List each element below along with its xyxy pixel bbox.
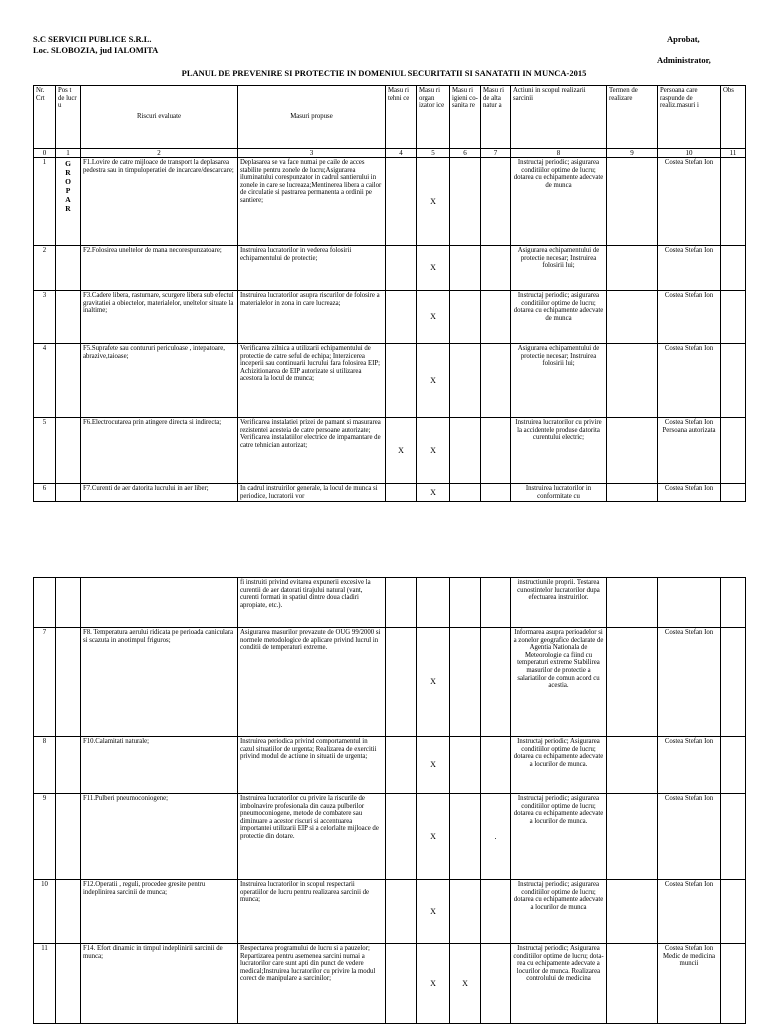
hyg-measure-mark [450,484,481,502]
hyg-measure-mark [450,794,481,880]
tech-measure-mark [386,794,417,880]
action-cell: Instructaj periodic; Asigurarea conditiilor optime de lucru; dota-rea cu echipamente adecvate a locurilor de munca. Realizarea controlului de medicina [511,944,607,1024]
obs-cell [721,794,746,880]
measure-cell: Asigurarea masurilor prevazute de OUG 99/2000 si normele metodologice de aplicare privind lucrul in conditii de temperaturi extreme. [238,628,386,737]
measure-cell: Instruirea lucratorilor in scopul respectarii operatiilor de lucru pentru realizarea sarcinii de munca; [238,880,386,944]
row-number [34,578,56,628]
post-cell [56,628,81,737]
other-measure-mark [481,944,511,1024]
company-name: S.C SERVICII PUBLICE S.R.L. [33,34,152,44]
measure-cell: Instruirea lucratorilor cu privire la riscurile de imbolnavire profesionala din cauza pulberilor pneumoconiogene, metode de combatere sau diminuare a acestor riscuri si accentuarea importantei utilizarii EIP si a celorlalte mijloace de protectie din dotare. [238,794,386,880]
post-cell [56,246,81,291]
hyg-measure-mark [450,628,481,737]
action-cell: Asigurarea echipamentului de protectie necesar; Instruirea folosirii lui; [511,246,607,291]
action-cell: Instruirea lucratorilor in conformitate cu [511,484,607,502]
risk-cell: F3.Cadere libera, rasturnare, scurgere libera sub efectul gravitatiei a obiectelor, materialelor, uneltelor situate la inaltime; [81,291,238,344]
col-header-nr: Nr. Crt [34,86,56,149]
risk-cell: F11.Pulberi pneumoconiogene; [81,794,238,880]
obs-cell [721,944,746,1024]
risk-cell: F5.Suprafete sau contururi periculoase , intepatoare, abrazive,taioase; [81,344,238,418]
measure-cell: Instruirea periodica privind comportamentul in cazul situatiilor de urgenta; Realizarea de exercitii privind modul de actiune in situatii de urgenta; [238,737,386,794]
measure-cell: In cadrul instruirilor generale, la locul de munca si periodice, lucratorii vor [238,484,386,502]
post-cell [56,944,81,1024]
plan-table-page-2 [33,577,746,1024]
table-row [34,794,746,880]
col-number: 10 [658,149,721,158]
term-cell [607,484,658,502]
post-cell [56,484,81,502]
table-row [34,418,746,484]
post-cell [56,737,81,794]
measure-cell: Instruirea lucratorilor in vederea folosirii echipamentului de protectie; [238,246,386,291]
person-cell: Costea Stefan Ion [658,628,721,737]
col-number: 7 [481,149,511,158]
measure-cell: Deplasarea se va face numai pe caile de acces stabilite pentru zonele de lucru;Asigurarea iluminatului corespunzator in cadrul santierului in zonele in care se lucreaza;Mentinerea libera a cailor de circulatie si pastrarea permanenta a ordinii pe santiere; [238,158,386,246]
col-header-person: Persoana care raspunde de realiz.masuri i [658,86,721,149]
org-measure-mark: X [417,246,450,291]
table-row [34,291,746,344]
other-measure-mark: . [481,794,511,880]
person-cell: Costea Stefan Ion Medic de medicina muncii [658,944,721,1024]
row-number: 6 [34,484,56,502]
obs-cell [721,737,746,794]
person-cell: Costea Stefan Ion [658,484,721,502]
term-cell [607,737,658,794]
tech-measure-mark [386,344,417,418]
obs-cell [721,291,746,344]
plan-table-page-1 [33,85,746,502]
org-measure-mark: X [417,880,450,944]
term-cell [607,344,658,418]
term-cell [607,944,658,1024]
person-cell: Costea Stefan Ion [658,344,721,418]
hyg-measure-mark [450,158,481,246]
term-cell [607,246,658,291]
other-measure-mark [481,246,511,291]
hyg-measure-mark [450,737,481,794]
other-measure-mark [481,484,511,502]
action-cell: Informarea asupra perioadelor si a zonelor geografice declarate de Agentia Nationala de Meteorologie ca fiind cu temperaturi extreme Stabilirea masurilor de protectie a salariatilor de comun acord cu acestia. [511,628,607,737]
table-row [34,737,746,794]
org-measure-mark: X [417,794,450,880]
col-header-measures: Masuri propuse [238,86,386,149]
risk-cell: F12.Operatii , reguli, procedee gresite pentru indeplinirea sarcinii de munca; [81,880,238,944]
org-measure-mark: X [417,628,450,737]
measure-cell: Instruirea lucratorilor asupra riscurilor de folosire a materialelor in zona in care lucreaza; [238,291,386,344]
row-number: 2 [34,246,56,291]
term-cell [607,628,658,737]
other-measure-mark [481,291,511,344]
risk-cell [81,578,238,628]
approved-label: Aprobat, [667,34,700,44]
hyg-measure-mark [450,246,481,291]
tech-measure-mark [386,628,417,737]
col-number: 5 [417,149,450,158]
person-cell: Costea Stefan Ion [658,291,721,344]
measure-cell: Verificarea zilnica a utilizarii echipamentului de protectie de catre seful de echipa; Interzicerea inceperii sau continuarii lucrului fara folosirea EIP; Achizitionarea de EIP autorizate si utilizarea acestora la locul de munca; [238,344,386,418]
obs-cell [721,628,746,737]
table-row [34,944,746,1024]
action-cell: Instructaj periodic; Asigurarea conditiilor optime de lucru; dotarea cu echipamente adecvate a locurilor de munca. [511,737,607,794]
col-number: 2 [81,149,238,158]
term-cell [607,291,658,344]
term-cell [607,578,658,628]
obs-cell [721,158,746,246]
org-measure-mark: X [417,944,450,1024]
person-cell: Costea Stefan Ion [658,737,721,794]
col-header-tech: Masu ri tehni ce [386,86,417,149]
obs-cell [721,484,746,502]
org-measure-mark: X [417,418,450,484]
org-measure-mark: X [417,291,450,344]
obs-cell [721,418,746,484]
action-cell: Instructaj periodic; asigurarea conditiilor optime de lucru; dotarea cu echipamente adecvate de munca [511,291,607,344]
row-number: 9 [34,794,56,880]
tech-measure-mark [386,246,417,291]
tech-measure-mark [386,291,417,344]
risk-cell: F6.Electrocutarea prin atingere directa si indirecta; [81,418,238,484]
post-cell: G R O P A R [56,158,81,246]
table-row [34,344,746,418]
other-measure-mark [481,418,511,484]
company-locality: Loc. SLOBOZIA, jud IALOMITA [33,45,159,55]
obs-cell [721,344,746,418]
table-row [34,578,746,628]
person-cell [658,578,721,628]
administrator-label: Administrator, [657,55,711,65]
other-measure-mark [481,578,511,628]
row-number: 3 [34,291,56,344]
col-number: 1 [56,149,81,158]
col-number: 6 [450,149,481,158]
col-number: 3 [238,149,386,158]
col-number: 0 [34,149,56,158]
org-measure-mark [417,578,450,628]
row-number: 11 [34,944,56,1024]
col-number: 4 [386,149,417,158]
other-measure-mark [481,344,511,418]
col-header-post: Pos t de lucr u [56,86,81,149]
risk-cell: F8. Temperatura aerului ridicata pe perioada caniculara si scazuta in anotimpul friguros; [81,628,238,737]
obs-cell [721,246,746,291]
col-header-other: Masu ri de alta natur a [481,86,511,149]
measure-cell: Verificarea instalatiei prizei de pamant si masurarea rezistentei acesteia de catre persoane autorizate; Verificarea instalatiilor electrice de impamantare de catre tehnician autorizat; [238,418,386,484]
table-row [34,246,746,291]
row-number: 7 [34,628,56,737]
row-number: 10 [34,880,56,944]
org-measure-mark: X [417,344,450,418]
col-number: 8 [511,149,607,158]
action-cell: Instructaj periodic; asigurarea conditiilor optime de lucru; dotarea cu echipamente adecvate a locurilor de munca. [511,794,607,880]
action-cell: Instructaj periodic; asigurarea conditiilor optime de lucru; dotarea cu echipamente adecvate de munca [511,158,607,246]
other-measure-mark [481,737,511,794]
tech-measure-mark [386,158,417,246]
action-cell: Asigurarea echipamentului de protectie necesar; Instruirea folosirii lui; [511,344,607,418]
post-cell [56,578,81,628]
other-measure-mark [481,158,511,246]
col-header-term: Termen de realizare [607,86,658,149]
tech-measure-mark [386,944,417,1024]
other-measure-mark [481,628,511,737]
post-cell [56,291,81,344]
term-cell [607,794,658,880]
risk-cell: F14. Efort dinamic in timpul indeplinirii sarcinii de munca; [81,944,238,1024]
action-cell: Instruirea lucratorilor cu privire la accidentele produse datorita curentului electric; [511,418,607,484]
table-row [34,158,746,246]
post-cell [56,880,81,944]
col-header-actions: Actiuni in scopul realizarii sarcinii [511,86,607,149]
other-measure-mark [481,880,511,944]
col-header-risks: Riscuri evaluate [81,86,238,149]
col-header-hyg: Masu ri igieni co-sanita re [450,86,481,149]
table-row [34,628,746,737]
row-number: 1 [34,158,56,246]
tech-measure-mark [386,484,417,502]
col-header-obs: Obs [721,86,746,149]
document-title: PLANUL DE PREVENIRE SI PROTECTIE IN DOMENIUL SECURITATII SI SANATATII IN MUNCA-2015 [181,68,587,78]
tech-measure-mark: X [386,418,417,484]
hyg-measure-mark [450,418,481,484]
row-number: 4 [34,344,56,418]
post-cell [56,344,81,418]
person-cell: Costea Stefan Ion [658,794,721,880]
org-measure-mark: X [417,158,450,246]
term-cell [607,880,658,944]
measure-cell: Respectarea programului de lucru si a pauzelor; Repartizarea pentru asemenea sarcini numai a lucratorilor care sunt apti din punct de vedere medical;Instruirea lucratorilor cu privire la modul corect de manipulare a sarcinilor; [238,944,386,1024]
obs-cell [721,578,746,628]
tech-measure-mark [386,737,417,794]
tech-measure-mark [386,880,417,944]
person-cell: Costea Stefan Ion [658,246,721,291]
measure-cell: fi instruiti privind evitarea expunerii excesive la curentii de aer datorati tirajului natural (vant, curenti formati in spatiul dintre doua cladiri apropiate, etc.). [238,578,386,628]
hyg-measure-mark [450,880,481,944]
row-number: 8 [34,737,56,794]
risk-cell: F7.Curenti de aer datorita lucrului in aer liber; [81,484,238,502]
post-cell [56,418,81,484]
table-row [34,880,746,944]
person-cell: Costea Stefan Ion Persoana autorizata [658,418,721,484]
obs-cell [721,880,746,944]
risk-cell: F10.Calamitati naturale; [81,737,238,794]
table-row [34,484,746,502]
action-cell: instructiunile proprii. Testarea cunostintelor lucratorilor dupa efectuarea instruirilor. [511,578,607,628]
org-measure-mark: X [417,484,450,502]
hyg-measure-mark [450,291,481,344]
person-cell: Costea Stefan Ion [658,158,721,246]
tech-measure-mark [386,578,417,628]
col-number: 11 [721,149,746,158]
person-cell: Costea Stefan Ion [658,880,721,944]
risk-cell: F2.Folosirea uneltelor de mana necorespunzatoare; [81,246,238,291]
hyg-measure-mark [450,578,481,628]
term-cell [607,158,658,246]
action-cell: Instructaj periodic; asigurarea conditiilor optime de lucru; dotarea cu echipamente adecvate a locurilor de munca [511,880,607,944]
hyg-measure-mark [450,344,481,418]
org-measure-mark: X [417,737,450,794]
row-number: 5 [34,418,56,484]
col-number: 9 [607,149,658,158]
col-header-org: Masu ri organ izator ice [417,86,450,149]
risk-cell: F1.Lovire de catre mijloace de transport la deplasarea pedestra sau in timpuloperatiei de incarcare/descarcare; [81,158,238,246]
hyg-measure-mark: X [450,944,481,1024]
term-cell [607,418,658,484]
post-cell [56,794,81,880]
